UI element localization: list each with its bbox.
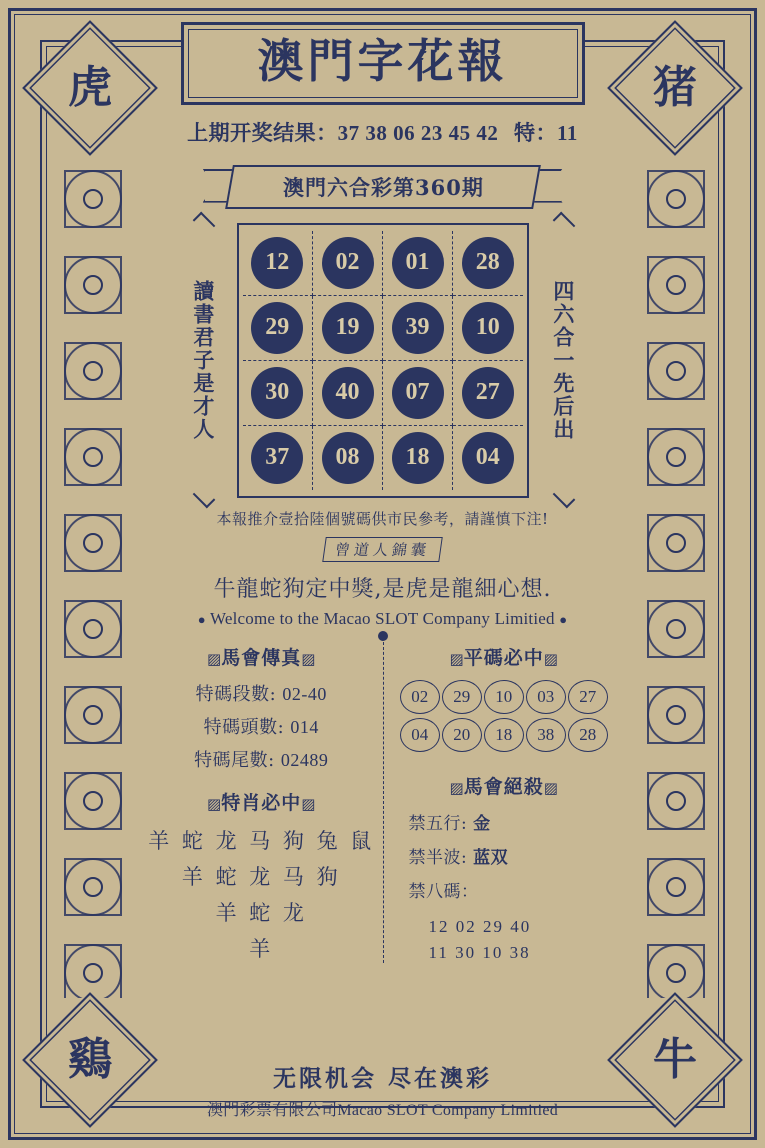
left-vertical-text: 讀書君子是才人 xyxy=(181,235,225,485)
special-range-value: 02-40 xyxy=(282,683,327,704)
hatch-icon: ▨ xyxy=(543,649,558,668)
title-plaque xyxy=(181,22,585,105)
flat-code-row xyxy=(383,680,626,714)
ornament-motif xyxy=(635,588,713,666)
number-ball: 12 xyxy=(251,237,303,289)
table-row xyxy=(243,360,523,425)
number-ball: 18 xyxy=(392,432,444,484)
flat-code-number: 03 xyxy=(526,680,566,714)
number-ball: 37 xyxy=(251,432,303,484)
numbers-section xyxy=(140,223,625,498)
special-tail-label: 特碼尾數: xyxy=(194,749,275,771)
corner-zodiac-bottom-right-label: 牛 xyxy=(653,1034,697,1085)
ornament-motif xyxy=(52,932,130,998)
special-number-label: 特： xyxy=(514,119,558,145)
previous-result-line xyxy=(140,117,625,147)
corner-zodiac-top-left-label: 虎 xyxy=(68,62,112,113)
hatch-icon: ▨ xyxy=(301,649,316,668)
ornament-motif xyxy=(52,502,130,580)
zodiac-row: 羊 xyxy=(249,936,274,961)
number-ball: 30 xyxy=(251,367,303,419)
table-row xyxy=(243,295,523,360)
ornament-motif xyxy=(635,158,713,236)
kill-banbo-value: 蓝双 xyxy=(473,847,509,868)
slogan-text: 牛龍蛇狗定中獎,是虎是龍細心想. xyxy=(213,576,552,602)
list-item xyxy=(140,680,383,706)
previous-result-label: 上期开奖结果： xyxy=(187,119,338,145)
ornament-motif xyxy=(52,158,130,236)
special-tail-value: 02489 xyxy=(280,749,329,770)
number-ball: 10 xyxy=(462,302,514,354)
ribbon-center xyxy=(225,165,541,209)
two-column-section xyxy=(140,643,625,970)
page-title: 澳門字花報 xyxy=(257,34,508,88)
kill-wuxing-label: 禁五行: xyxy=(408,813,468,834)
title-plaque-inner xyxy=(188,29,578,98)
ornament-motif xyxy=(635,674,713,752)
number-ball: 02 xyxy=(322,237,374,289)
kill-eight-label: 禁八碼： xyxy=(408,881,479,902)
flat-code-number: 29 xyxy=(442,680,482,714)
list-item xyxy=(383,843,626,868)
ornament-motif xyxy=(52,244,130,322)
ornament-motif xyxy=(635,502,713,580)
number-ball: 19 xyxy=(322,302,374,354)
number-ball: 27 xyxy=(462,367,514,419)
number-ball: 39 xyxy=(392,302,444,354)
flat-code-number: 04 xyxy=(400,718,440,752)
welcome-line xyxy=(140,609,625,629)
flat-code-number: 18 xyxy=(484,718,524,752)
special-number-value: 11 xyxy=(557,120,578,145)
issue-banner xyxy=(203,161,563,209)
section-heading-label: 馬會絕殺 xyxy=(463,775,544,798)
hatch-icon: ▨ xyxy=(449,649,464,668)
hatch-icon: ▨ xyxy=(543,778,558,797)
numbers-table xyxy=(243,231,523,490)
ornament-motif xyxy=(635,760,713,838)
bullet-icon: ● xyxy=(197,611,206,627)
footer-company: 澳門彩票有限公司Macao SLOT Company Limitied xyxy=(206,1102,559,1119)
kill-wuxing-value: 金 xyxy=(473,813,491,834)
ornament-motif xyxy=(635,932,713,998)
section-heading-label: 平碼必中 xyxy=(463,646,544,669)
kill-eight-row: 11 30 10 38 xyxy=(428,942,531,962)
number-ball: 28 xyxy=(462,237,514,289)
kill-eight-row: 12 02 29 40 xyxy=(428,916,532,936)
corner-zodiac-bottom-left-label: 鷄 xyxy=(68,1034,112,1085)
section-heading-label: 馬會傳真 xyxy=(221,646,302,669)
zodiac-row: 羊 蛇 龙 马 狗 兔 鼠 xyxy=(148,828,375,853)
special-head-label: 特碼頭數: xyxy=(203,716,285,738)
ornament-motif xyxy=(52,846,130,924)
zodiac-row: 羊 蛇 龙 马 狗 xyxy=(181,864,341,889)
flat-code-number: 20 xyxy=(442,718,482,752)
ornament-motif xyxy=(635,330,713,408)
ornament-motif xyxy=(635,846,713,924)
ornament-motif xyxy=(52,416,130,494)
number-ball: 08 xyxy=(322,432,374,484)
flat-code-number: 38 xyxy=(526,718,566,752)
footer xyxy=(140,1060,625,1120)
recommended-numbers-grid xyxy=(237,223,529,498)
main-content xyxy=(140,18,625,1126)
bullet-icon: ● xyxy=(559,611,568,627)
corner-zodiac-top-right-label: 猪 xyxy=(653,62,697,113)
number-ball: 01 xyxy=(392,237,444,289)
flat-code-number: 10 xyxy=(484,680,524,714)
previous-result-numbers: 37 38 06 23 45 42 xyxy=(337,120,499,145)
section-heading-flat-code xyxy=(383,643,626,670)
ornament-motif xyxy=(52,588,130,666)
number-ball: 07 xyxy=(392,367,444,419)
section-heading-label: 特肖必中 xyxy=(221,791,302,814)
hatch-icon: ▨ xyxy=(449,778,464,797)
ornament-motif xyxy=(635,244,713,322)
list-item xyxy=(140,746,383,772)
right-column xyxy=(383,643,626,970)
ornament-motif xyxy=(52,760,130,838)
flat-code-number: 28 xyxy=(568,718,608,752)
table-row xyxy=(243,231,523,296)
hatch-icon: ▨ xyxy=(301,794,316,813)
section-heading-mahui-fax xyxy=(140,643,383,670)
number-ball: 29 xyxy=(251,302,303,354)
special-head-value: 014 xyxy=(290,716,319,737)
table-row xyxy=(243,425,523,490)
right-vertical-text: 四六合一先后出 xyxy=(541,235,585,485)
footer-slogan: 无限机会 尽在澳彩 xyxy=(272,1065,492,1092)
special-range-label: 特碼段數: xyxy=(195,683,277,705)
flat-code-number: 02 xyxy=(400,680,440,714)
number-ball: 04 xyxy=(462,432,514,484)
ornament-motif xyxy=(52,330,130,408)
ornament-column-right xyxy=(631,150,717,998)
list-item xyxy=(383,809,626,834)
ornament-motif xyxy=(635,416,713,494)
zodiac-row: 羊 蛇 龙 xyxy=(215,900,307,925)
disclaimer-note: 本報推介壹拾陸個號碼供市民參考，請謹慎下注! xyxy=(216,509,549,528)
list-item xyxy=(140,713,383,739)
flat-code-row xyxy=(383,718,626,752)
number-ball: 40 xyxy=(322,367,374,419)
seal-stamp: 曾道人錦囊 xyxy=(322,537,443,562)
ornament-column-left xyxy=(48,150,134,998)
hatch-icon: ▨ xyxy=(207,649,222,668)
kill-banbo-label: 禁半波: xyxy=(408,847,468,868)
section-heading-kill xyxy=(383,772,626,799)
issue-banner-label: 澳門六合彩第360期 xyxy=(282,174,483,200)
welcome-text: Welcome to the Macao SLOT Company Limitied xyxy=(209,608,555,628)
flat-code-number: 27 xyxy=(568,680,608,714)
ornament-motif xyxy=(52,674,130,752)
left-column xyxy=(140,643,383,970)
hatch-icon: ▨ xyxy=(207,794,222,813)
section-heading-special-zodiac xyxy=(140,788,383,815)
